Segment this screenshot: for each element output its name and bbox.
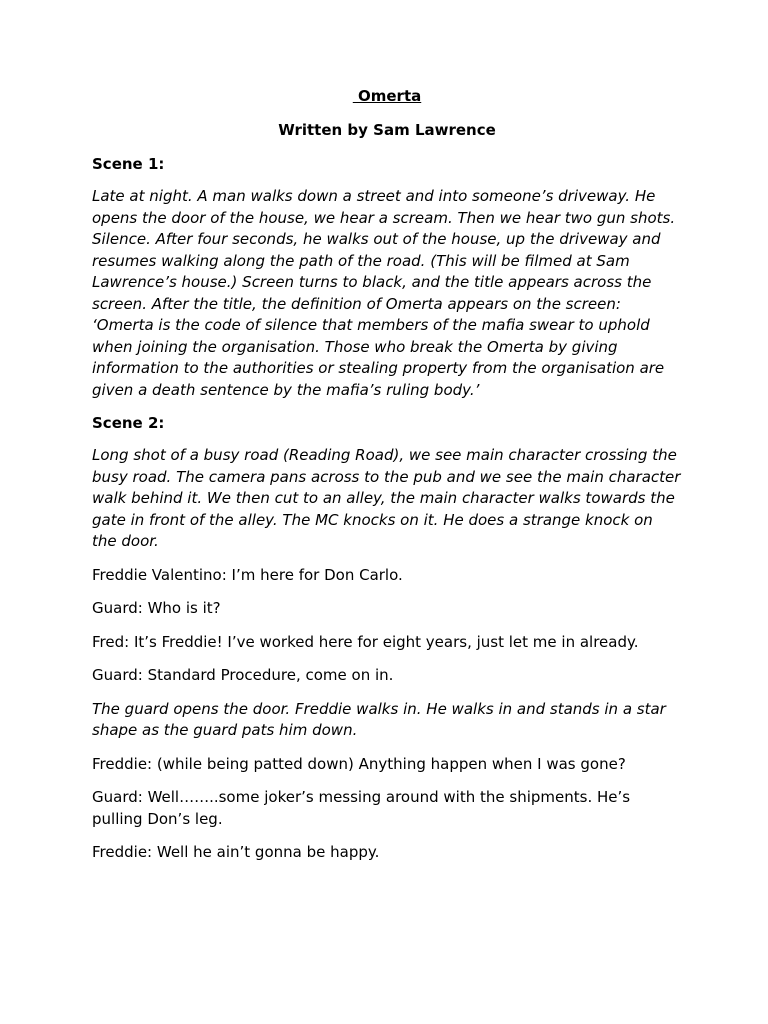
scene-2-action: Long shot of a busy road (Reading Road), we see main character crossing the busy road. The camera pans across to the pub and we see the main character walk behind it. We then cut to an alley, the main character walks towards the gate in front of the alley. The MC knocks on it. He does a strange knock on the door. bbox=[92, 446, 681, 550]
dialogue-line: Freddie: Well he ain’t gonna be happy. bbox=[92, 843, 380, 861]
script-page bbox=[92, 86, 682, 876]
dialogue-line: Freddie: (while being patted down) Anything happen when I was gone? bbox=[92, 754, 626, 773]
scene-1-action: Late at night. A man walks down a street and into someone’s driveway. He opens the door of the house, we hear a scream. Then we hear two gun shots. Silence. After four seconds, he walks out of the house, up the driveway and resumes walking along the path of the road. (This will be filmed at Sam Lawrence’s house.) Screen turns to black, and the title appears across the screen. After the title, the definition of Omerta appears on the screen: ‘Omerta is the code of silence that members of the mafia swear to uphold when joining the organisation. Those who break the Omerta by giving information to the authorities or stealing property from the organisation are given a death sentence by the mafia’s ruling body.’ bbox=[92, 187, 676, 399]
scene-2-heading: Scene 2: bbox=[92, 414, 165, 432]
dialogue-line: Freddie Valentino: I’m here for Don Carlo. bbox=[92, 565, 403, 584]
author-byline: Written by Sam Lawrence bbox=[278, 121, 496, 139]
dialogue-line: Guard: Who is it? bbox=[92, 599, 221, 617]
dialogue-line: Guard: Standard Procedure, come on in. bbox=[92, 666, 394, 684]
document-title: Omerta bbox=[352, 87, 422, 105]
stage-direction: The guard opens the door. Freddie walks in. He walks in and stands in a star shape as the guard pats him down. bbox=[92, 699, 666, 739]
scene-1-heading: Scene 1: bbox=[92, 155, 165, 173]
dialogue-line: Guard: Well……..some joker’s messing around with the shipments. He’s pulling Don’s leg. bbox=[92, 788, 631, 828]
dialogue-line: Fred: It’s Freddie! I’ve worked here for eight years, just let me in already. bbox=[92, 632, 639, 651]
